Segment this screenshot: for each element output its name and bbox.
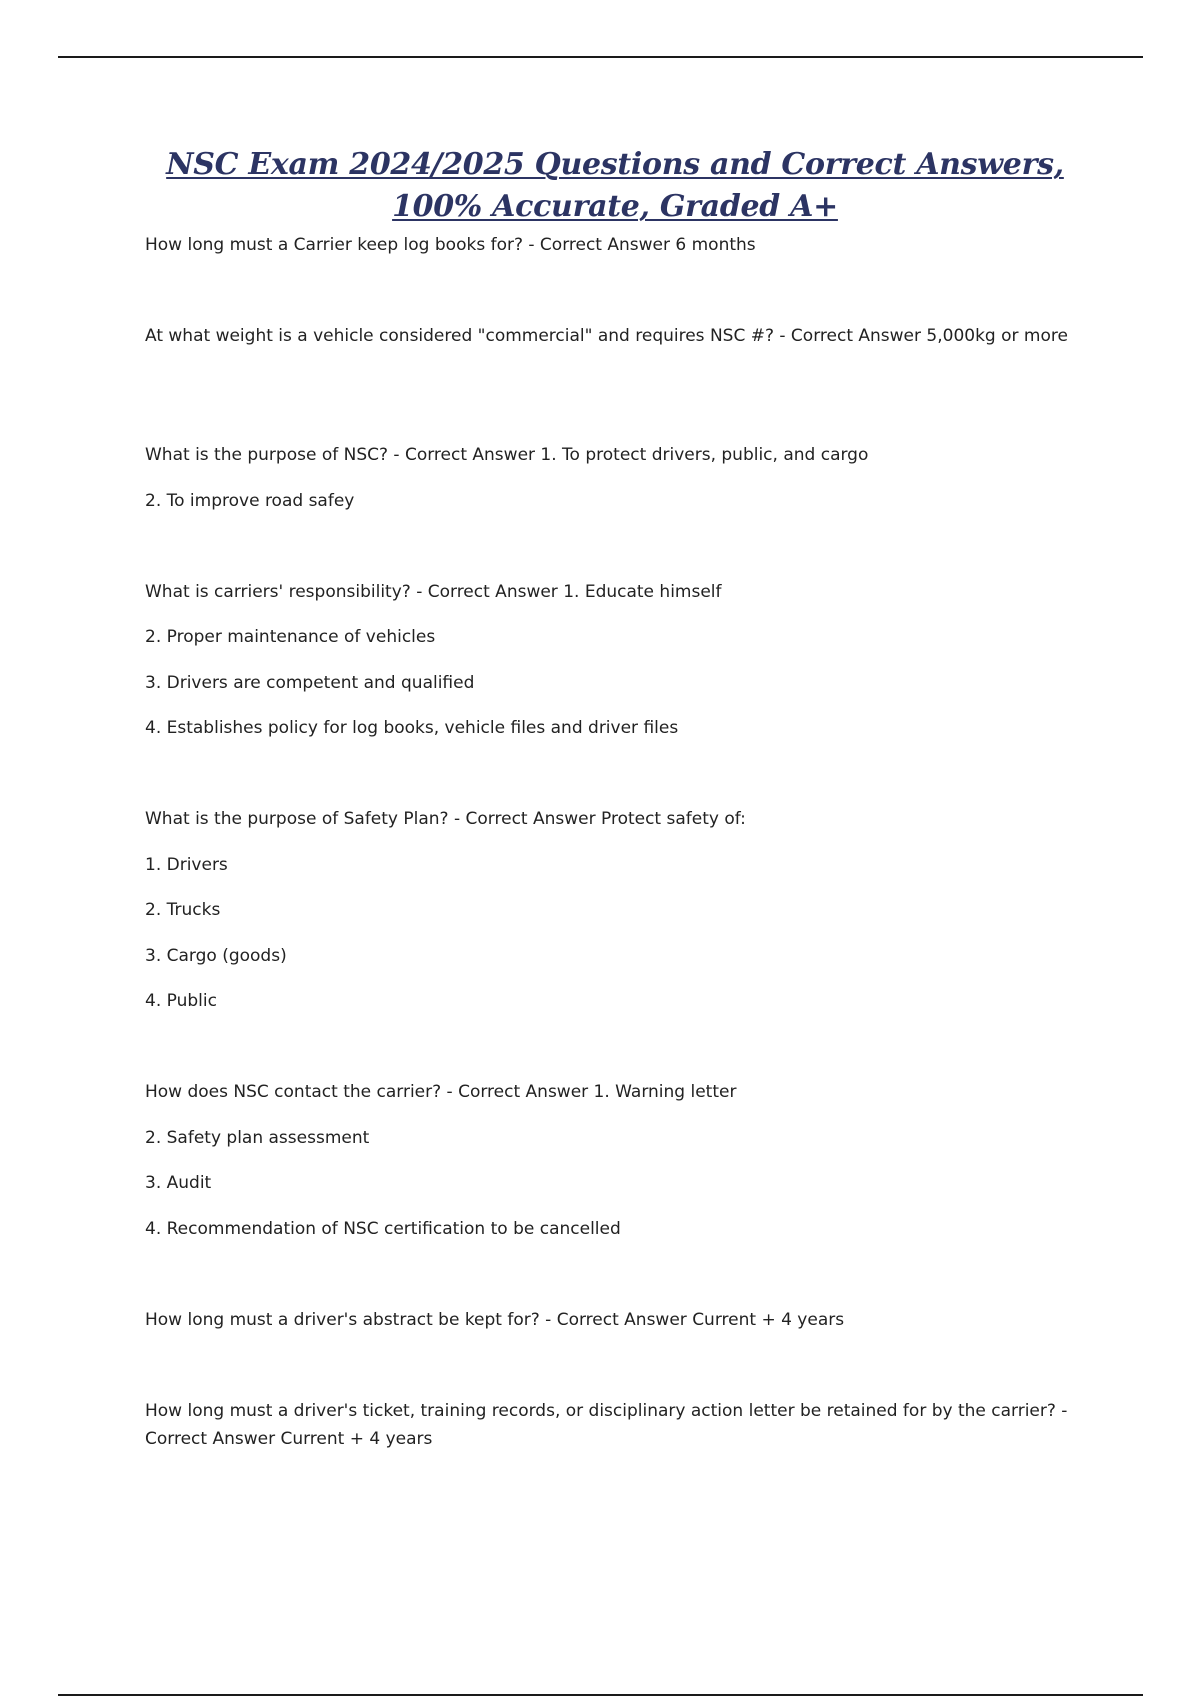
qa-line: 3. Audit [145, 1173, 212, 1193]
qa-line: 2. Trucks [145, 900, 221, 920]
document-title [145, 144, 1085, 228]
qa-line: How long must a Carrier keep log books for? - Correct Answer 6 months [145, 235, 756, 255]
qa-line: 4. Recommendation of NSC certification to be cancelled [145, 1219, 621, 1239]
qa-line: How long must a driver's abstract be kept for? - Correct Answer Current + 4 years [145, 1310, 845, 1330]
qa-line: 2. Safety plan assessment [145, 1128, 370, 1148]
qa-line: 4. Establishes policy for log books, vehicle files and driver files [145, 718, 679, 738]
title-line-2: 100% Accurate, Graded A+ [392, 189, 838, 224]
qa-line: 3. Drivers are competent and qualified [145, 673, 475, 693]
qa-line: What is carriers' responsibility? - Correct Answer 1. Educate himself [145, 582, 722, 602]
qa-line: What is the purpose of NSC? - Correct Answer 1. To protect drivers, public, and cargo [145, 445, 869, 465]
qa-line: At what weight is a vehicle considered "commercial" and requires NSC #? - Correct Answer 5,000kg or more [145, 326, 1068, 346]
qa-line: 1. Drivers [145, 855, 228, 875]
qa-line: How does NSC contact the carrier? - Correct Answer 1. Warning letter [145, 1082, 737, 1102]
qa-line: How long must a driver's ticket, training records, or disciplinary action letter be retained for by the carrier? - Correct Answer Current + 4 years [145, 1401, 1068, 1449]
qa-line: 4. Public [145, 991, 217, 1011]
title-line-1: NSC Exam 2024/2025 Questions and Correct Answers, [166, 147, 1064, 182]
qa-line: 3. Cargo (goods) [145, 946, 287, 966]
bottom-rule [58, 1694, 1143, 1696]
qa-line: 2. Proper maintenance of vehicles [145, 627, 436, 647]
qa-line: What is the purpose of Safety Plan? - Correct Answer Protect safety of: [145, 809, 746, 829]
top-rule [58, 56, 1143, 58]
qa-line: 2. To improve road safey [145, 491, 355, 511]
